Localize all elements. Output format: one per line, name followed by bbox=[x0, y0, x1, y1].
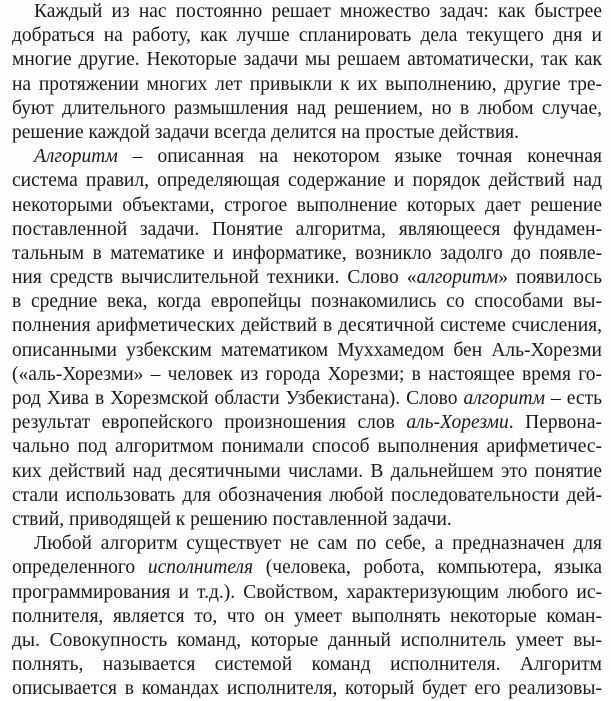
italic-term: Алгоритм bbox=[34, 146, 118, 168]
text-segment: система правил, определяющая содержание и порядок действий над bbox=[12, 170, 602, 192]
text-line bbox=[12, 145, 602, 169]
text-line bbox=[12, 484, 602, 508]
paragraph bbox=[12, 0, 602, 145]
text-segment: ды. Совокупность команд, которые данный исполнитель умеет вы- bbox=[12, 629, 602, 651]
text-line bbox=[12, 97, 602, 121]
italic-term: алгоритм bbox=[463, 388, 546, 409]
text-line bbox=[12, 169, 602, 193]
text-line bbox=[12, 242, 602, 266]
text-line bbox=[12, 314, 602, 338]
text-segment: – описанная на некотором языке точная конечная bbox=[117, 146, 602, 168]
text-line bbox=[12, 290, 602, 314]
text-segment: ких действий над десятичными числами. В дальнейшем это понятие bbox=[12, 460, 602, 482]
text-line bbox=[12, 194, 602, 218]
text-segment: стали использовать для обозначения любой последовательности дей- bbox=[12, 484, 602, 506]
text-line bbox=[12, 0, 602, 24]
paragraph bbox=[12, 532, 602, 701]
text-line bbox=[12, 339, 602, 363]
text-segment: определенного bbox=[12, 557, 148, 579]
text-line bbox=[12, 435, 602, 459]
italic-term: аль-Хорезми bbox=[406, 412, 509, 434]
text-segment: Любой алгоритм существует не сам по себе, а предназначен для bbox=[34, 533, 602, 555]
text-line bbox=[12, 48, 602, 72]
text-segment: поставленной задачи. Понятие алгоритма, являющееся фундамен- bbox=[12, 218, 602, 240]
text-segment: описывается в командах исполнителя, который будет его реализовы- bbox=[12, 678, 602, 700]
text-line bbox=[12, 387, 602, 411]
text-segment: Каждый из нас постоянно решает множество задач: как быстрее bbox=[34, 1, 602, 22]
text-line bbox=[12, 677, 602, 701]
text-segment: добраться на работу, как лучше спланировать дела текущего дня и bbox=[12, 25, 602, 47]
text-segment: – есть bbox=[545, 388, 602, 409]
text-line bbox=[12, 218, 602, 242]
text-segment: полнять, называется системой команд исполнителя. Алгоритм bbox=[12, 654, 602, 676]
text-line bbox=[12, 581, 602, 605]
text-segment: род Хива в Хорезмской области Узбекистана). Слово bbox=[12, 388, 464, 409]
text-segment: программирования и т.д.). Свойством, характеризующим любого ис- bbox=[12, 581, 602, 603]
text-segment: многие другие. Некоторые задачи мы решаем автоматически, так как bbox=[12, 49, 602, 71]
text-segment: описанными узбекским математиком Муххамедом бен Аль-Хорезми bbox=[12, 339, 602, 361]
text-line bbox=[12, 266, 602, 290]
text-segment: (человека, робота, компьютера, языка bbox=[253, 557, 602, 579]
document-body-text bbox=[12, 0, 602, 701]
text-segment: буют длительного размышления над решением, но в любом случае, bbox=[12, 97, 602, 119]
text-segment: » появилось bbox=[498, 267, 602, 289]
text-segment: ния средств вычислительной техники. Слово « bbox=[12, 267, 417, 289]
text-segment: («аль-Хорезми» – человек из города Хорезми; в настоящее время го- bbox=[12, 363, 602, 385]
text-line bbox=[12, 121, 602, 145]
text-line bbox=[12, 532, 602, 556]
text-segment: полнителя, является то, что он умеет выполнять некоторые коман- bbox=[12, 605, 602, 627]
text-segment: полнения арифметических действий в десятичной системе счисления, bbox=[12, 315, 602, 337]
text-segment: в средние века, когда европейцы познакомились со способами вы- bbox=[12, 291, 602, 313]
text-segment: результат европейского произношения слов bbox=[12, 412, 407, 434]
text-segment: ствий, приводящей к решению поставленной задачи. bbox=[12, 508, 452, 530]
text-line bbox=[12, 556, 602, 580]
text-segment: на протяжении многих лет привыкли к их выполнению, другие тре- bbox=[12, 73, 602, 95]
italic-term: исполнителя bbox=[147, 557, 254, 579]
text-line bbox=[12, 411, 602, 435]
text-line bbox=[12, 73, 602, 97]
text-segment: тальным в математике и информатике, возникло задолго до появле- bbox=[12, 242, 602, 264]
italic-term: алгоритм bbox=[416, 267, 499, 289]
text-line bbox=[12, 24, 602, 48]
text-segment: некоторыми объектами, строгое выполнение которых дает решение bbox=[12, 194, 602, 216]
text-line bbox=[12, 508, 602, 532]
paragraph bbox=[12, 145, 602, 532]
text-line bbox=[12, 629, 602, 653]
text-line bbox=[12, 460, 602, 484]
text-line bbox=[12, 605, 602, 629]
text-segment: решение каждой задачи всегда делится на простые действия. bbox=[12, 121, 520, 143]
text-segment: . Первона- bbox=[508, 412, 603, 434]
text-line bbox=[12, 653, 602, 677]
text-segment: чально под алгоритмом понимали способ выполнения арифметичес- bbox=[12, 436, 602, 458]
text-line bbox=[12, 363, 602, 387]
